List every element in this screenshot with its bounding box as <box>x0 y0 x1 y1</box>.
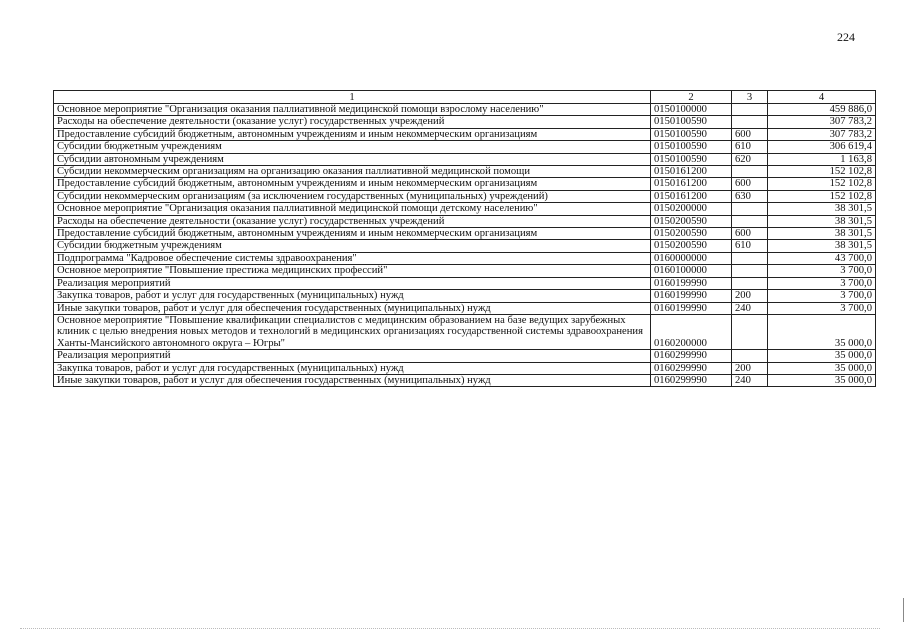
table-row <box>54 362 876 374</box>
row-name: Закупка товаров, работ и услуг для государственных (муниципальных) нужд <box>54 362 651 374</box>
table-header-row <box>54 91 876 104</box>
row-type <box>732 203 768 215</box>
row-code: 0150100590 <box>651 116 732 128</box>
table-row <box>54 166 876 178</box>
row-name: Основное мероприятие "Повышение престижа медицинских профессий" <box>54 265 651 277</box>
row-code: 0150100590 <box>651 128 732 140</box>
row-code: 0160299990 <box>651 350 732 362</box>
row-code: 0150100590 <box>651 153 732 165</box>
row-type <box>732 265 768 277</box>
table-row <box>54 215 876 227</box>
row-name: Основное мероприятие "Организация оказания паллиативной медицинской помощи детскому населению" <box>54 203 651 215</box>
row-code: 0150161200 <box>651 166 732 178</box>
header-amount: 4 <box>768 91 876 104</box>
row-amount: 3 700,0 <box>768 265 876 277</box>
row-amount: 35 000,0 <box>768 350 876 362</box>
row-name: Закупка товаров, работ и услуг для государственных (муниципальных) нужд <box>54 290 651 302</box>
row-type <box>732 215 768 227</box>
table-row <box>54 240 876 252</box>
row-amount: 38 301,5 <box>768 215 876 227</box>
table-row <box>54 314 876 349</box>
header-code: 2 <box>651 91 732 104</box>
row-code: 0150161200 <box>651 178 732 190</box>
row-amount: 43 700,0 <box>768 252 876 264</box>
table-row <box>54 265 876 277</box>
table-row <box>54 128 876 140</box>
table-row <box>54 277 876 289</box>
row-code: 0150200590 <box>651 240 732 252</box>
row-type <box>732 116 768 128</box>
row-type: 620 <box>732 153 768 165</box>
row-code: 0160299990 <box>651 374 732 386</box>
row-code: 0160199990 <box>651 290 732 302</box>
table-row <box>54 141 876 153</box>
row-amount: 152 102,8 <box>768 190 876 202</box>
row-amount: 306 619,4 <box>768 141 876 153</box>
page-number: 224 <box>837 30 855 44</box>
row-type: 240 <box>732 302 768 314</box>
row-name: Подпрограмма "Кадровое обеспечение системы здравоохранения" <box>54 252 651 264</box>
row-type <box>732 350 768 362</box>
table-row <box>54 302 876 314</box>
row-code: 0150200590 <box>651 228 732 240</box>
row-type <box>732 252 768 264</box>
scan-artifact-mark <box>903 598 904 622</box>
row-amount: 38 301,5 <box>768 240 876 252</box>
row-name: Основное мероприятие "Повышение квалификации специалистов с медицинским образованием на базе ведущих зарубежных клиник с целью внедрения новых методов и технологий в медицинских организациях государственной системы здравоохранения Ханты-Мансийского автономного округа – Югры" <box>54 314 651 349</box>
table-row <box>54 104 876 116</box>
row-name: Иные закупки товаров, работ и услуг для обеспечения государственных (муниципальных) нужд <box>54 374 651 386</box>
row-amount: 35 000,0 <box>768 374 876 386</box>
row-name: Реализация мероприятий <box>54 277 651 289</box>
row-amount: 35 000,0 <box>768 314 876 349</box>
row-amount: 152 102,8 <box>768 166 876 178</box>
table-row <box>54 153 876 165</box>
row-code: 0150161200 <box>651 190 732 202</box>
row-type: 600 <box>732 178 768 190</box>
row-type <box>732 277 768 289</box>
row-type: 200 <box>732 290 768 302</box>
row-name: Предоставление субсидий бюджетным, автономным учреждениям и иным некоммерческим организациям <box>54 228 651 240</box>
table-row <box>54 178 876 190</box>
row-name: Иные закупки товаров, работ и услуг для обеспечения государственных (муниципальных) нужд <box>54 302 651 314</box>
row-code: 0160200000 <box>651 314 732 349</box>
table-row <box>54 116 876 128</box>
row-amount: 3 700,0 <box>768 290 876 302</box>
row-type: 600 <box>732 128 768 140</box>
row-code: 0160199990 <box>651 302 732 314</box>
row-name: Основное мероприятие "Организация оказания паллиативной медицинской помощи взрослому населению" <box>54 104 651 116</box>
row-type: 200 <box>732 362 768 374</box>
row-amount: 459 886,0 <box>768 104 876 116</box>
row-name: Субсидии некоммерческим организациям на организацию оказания паллиативной медицинской помощи <box>54 166 651 178</box>
row-name: Предоставление субсидий бюджетным, автономным учреждениям и иным некоммерческим организациям <box>54 128 651 140</box>
row-code: 0150100590 <box>651 141 732 153</box>
table-row <box>54 190 876 202</box>
table-row <box>54 350 876 362</box>
row-type: 240 <box>732 374 768 386</box>
table-row <box>54 203 876 215</box>
row-amount: 152 102,8 <box>768 178 876 190</box>
row-amount: 3 700,0 <box>768 277 876 289</box>
table-row <box>54 228 876 240</box>
row-name: Субсидии бюджетным учреждениям <box>54 240 651 252</box>
header-name: 1 <box>54 91 651 104</box>
row-code: 0150200000 <box>651 203 732 215</box>
row-code: 0160100000 <box>651 265 732 277</box>
row-code: 0160000000 <box>651 252 732 264</box>
row-amount: 307 783,2 <box>768 116 876 128</box>
table-row <box>54 252 876 264</box>
row-name: Субсидии автономным учреждениям <box>54 153 651 165</box>
row-type: 610 <box>732 141 768 153</box>
table-body <box>54 104 876 387</box>
row-amount: 35 000,0 <box>768 362 876 374</box>
row-name: Расходы на обеспечение деятельности (оказание услуг) государственных учреждений <box>54 215 651 227</box>
row-code: 0160299990 <box>651 362 732 374</box>
row-code: 0150100000 <box>651 104 732 116</box>
row-type: 630 <box>732 190 768 202</box>
row-type <box>732 104 768 116</box>
table-row <box>54 290 876 302</box>
row-code: 0160199990 <box>651 277 732 289</box>
row-type: 600 <box>732 228 768 240</box>
table-row <box>54 374 876 386</box>
row-name: Расходы на обеспечение деятельности (оказание услуг) государственных учреждений <box>54 116 651 128</box>
header-type: 3 <box>732 91 768 104</box>
row-name: Предоставление субсидий бюджетным, автономным учреждениям и иным некоммерческим организациям <box>54 178 651 190</box>
scan-artifact-line <box>20 628 880 629</box>
row-amount: 1 163,8 <box>768 153 876 165</box>
row-amount: 307 783,2 <box>768 128 876 140</box>
row-type <box>732 166 768 178</box>
row-amount: 38 301,5 <box>768 203 876 215</box>
row-name: Реализация мероприятий <box>54 350 651 362</box>
row-type <box>732 314 768 349</box>
row-code: 0150200590 <box>651 215 732 227</box>
row-type: 610 <box>732 240 768 252</box>
budget-table <box>53 90 876 387</box>
row-name: Субсидии бюджетным учреждениям <box>54 141 651 153</box>
row-amount: 38 301,5 <box>768 228 876 240</box>
row-amount: 3 700,0 <box>768 302 876 314</box>
row-name: Субсидии некоммерческим организациям (за исключением государственных (муниципальных) учреждений) <box>54 190 651 202</box>
